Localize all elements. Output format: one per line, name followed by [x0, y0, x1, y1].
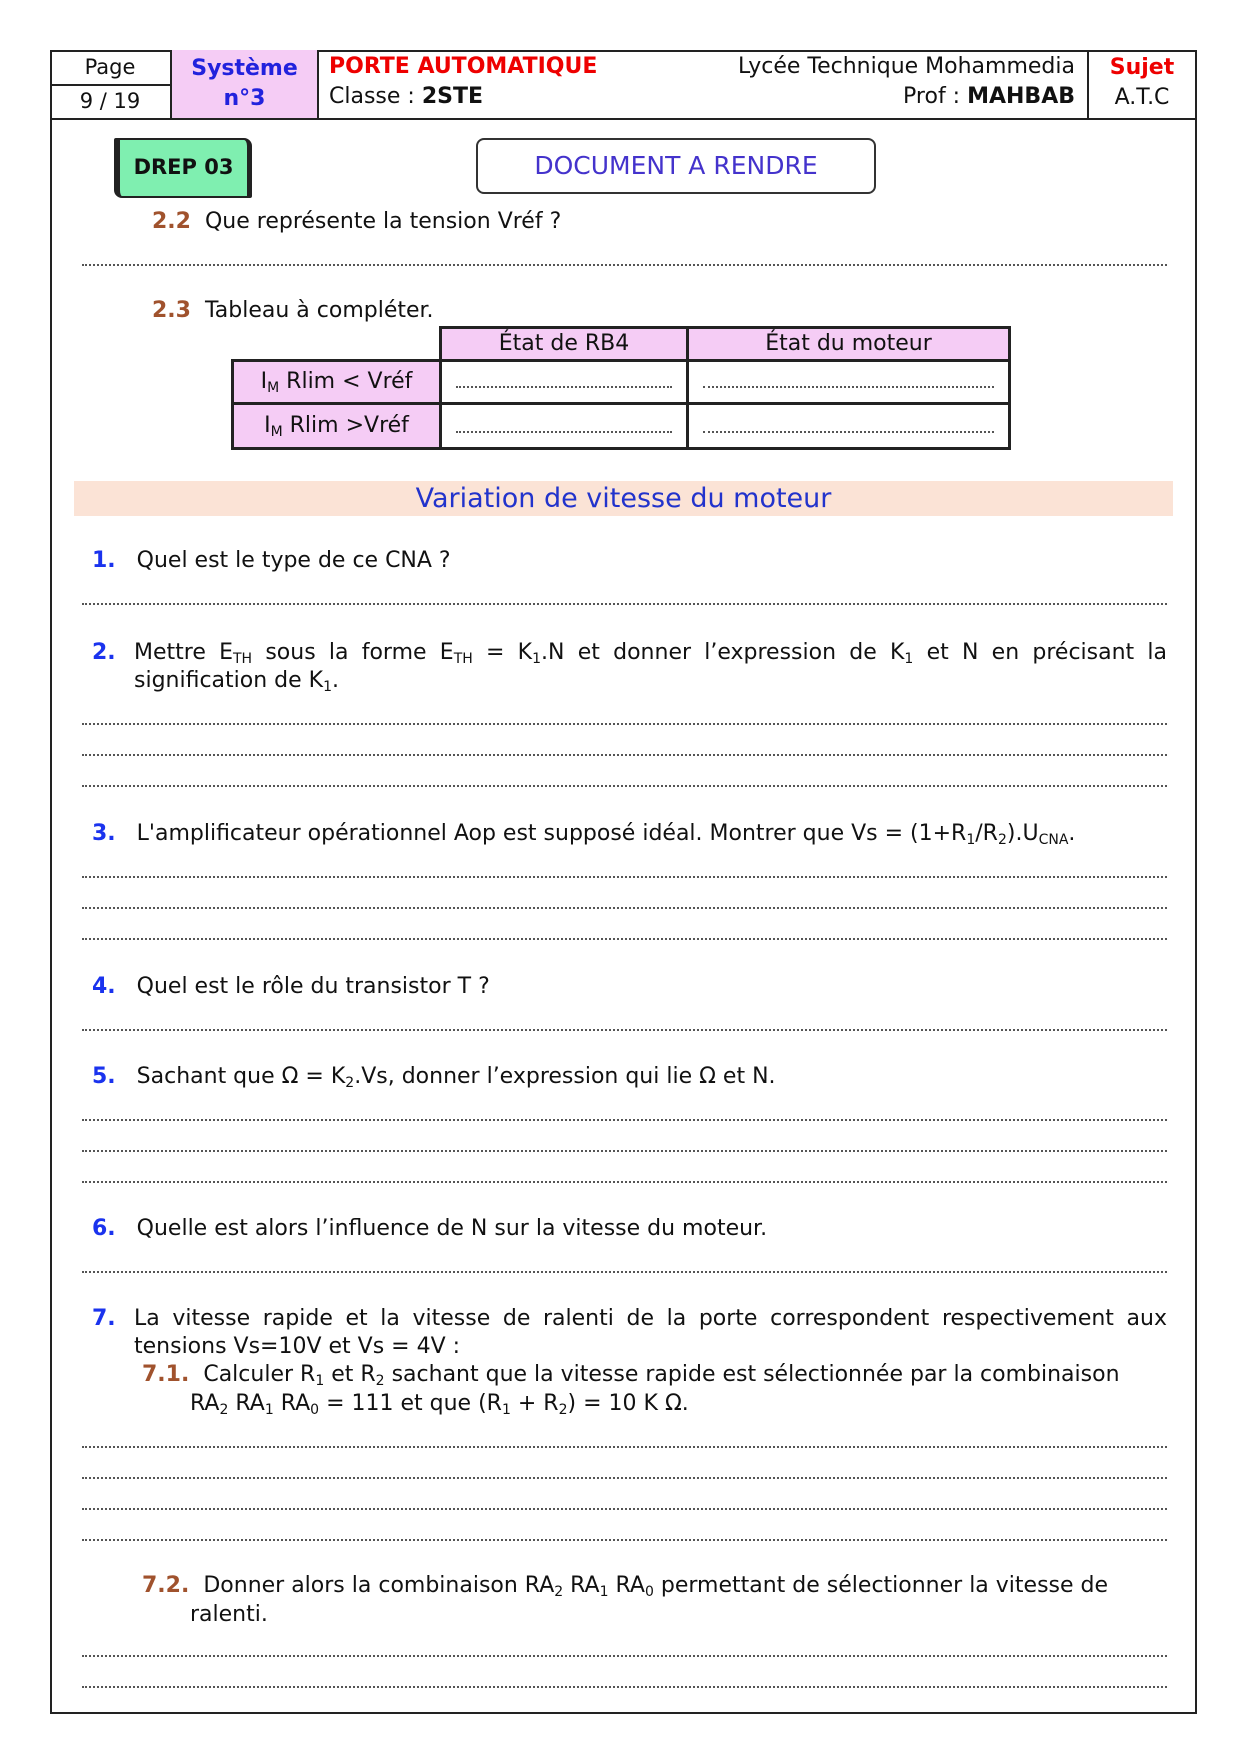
row-header-2	[231, 402, 442, 450]
question-number: 5.	[92, 1064, 116, 1089]
cell-moteur-1[interactable]	[686, 359, 1011, 405]
answer-line[interactable]	[82, 1645, 1167, 1657]
question-6	[92, 1216, 767, 1241]
question-4	[92, 974, 490, 999]
prof-label: Prof :	[903, 84, 968, 109]
question-7-1	[142, 1362, 1120, 1387]
header-table	[50, 50, 1197, 120]
drep-tag: DREP 03	[114, 138, 252, 198]
question-number: 7.	[92, 1306, 116, 1331]
question-text: Sachant que $\Omega = K_2.Vs$, donner l’expression qui lie Ω et N.	[136, 1064, 776, 1091]
question-7-2	[142, 1573, 1108, 1598]
question-number: 3.	[92, 821, 116, 846]
sujet-cell	[1089, 50, 1195, 118]
title-cell	[319, 50, 1089, 118]
school-name: Lycée Technique Mohammedia	[737, 54, 1075, 79]
question-text: Que représente la tension Vréf ?	[204, 209, 562, 234]
page-number: 9 / 19	[79, 89, 141, 113]
cell-rb4-2[interactable]	[439, 402, 689, 450]
system-number: n°3	[223, 86, 266, 111]
question-text: Tableau à compléter.	[204, 298, 434, 323]
question-5	[92, 1064, 776, 1089]
doc-subject-title: PORTE AUTOMATIQUE	[329, 54, 598, 79]
answer-line[interactable]	[82, 1261, 1167, 1273]
answer-line[interactable]	[82, 1676, 1167, 1688]
answer-line[interactable]	[82, 1109, 1167, 1121]
question-number: 1.	[92, 548, 116, 573]
answer-line[interactable]	[82, 1019, 1167, 1031]
row-label-rest: Rlim >Vréf	[282, 413, 409, 438]
system-cell	[172, 50, 319, 118]
question-number: 2.	[92, 640, 116, 665]
question-number: 7.1.	[142, 1362, 190, 1387]
question-7-2-line2: ralenti.	[190, 1602, 268, 1627]
question-text: Quelle est alors l’influence de N sur la vitesse du moteur.	[136, 1216, 768, 1241]
answer-line[interactable]	[82, 866, 1167, 878]
answer-line[interactable]	[82, 1436, 1167, 1448]
question-text: Quel est le type de ce CNA ?	[136, 548, 451, 573]
question-text: L'amplificateur opérationnel Aop est supposé idéal. Montrer que $Vs = (1+R_1/R_2).U_{CNA}$.	[136, 821, 1076, 848]
row-header-1	[231, 359, 442, 405]
sujet-value: A.T.C	[1114, 85, 1170, 110]
answer-line[interactable]	[82, 1171, 1167, 1183]
answer-line[interactable]	[82, 1467, 1167, 1479]
col-header-moteur: État du moteur	[686, 326, 1011, 362]
question-number: 2.2	[152, 209, 191, 234]
question-7-1-line2: $RA_2$ $RA_1$ $RA_0 = 111$ et que $(R_1 + R_2) = 10$ K Ω.	[190, 1391, 689, 1418]
class-label: Classe :	[329, 84, 422, 109]
class-value: 2STE	[421, 84, 483, 109]
document-title-box: DOCUMENT A RENDRE	[476, 138, 876, 194]
question-1	[92, 548, 451, 573]
page-label: Page	[50, 50, 170, 86]
answer-line[interactable]	[82, 1529, 1167, 1541]
row-label-rest: Rlim < Vréf	[279, 369, 413, 394]
answer-line[interactable]	[82, 254, 1167, 266]
question-7	[92, 1306, 1167, 1331]
question-number: 6.	[92, 1216, 116, 1241]
cell-moteur-2[interactable]	[686, 402, 1011, 450]
question-number: 2.3	[152, 298, 191, 323]
prof-info	[903, 84, 1075, 109]
question-text: Mettre $E_{TH}$ sous la forme $E_{TH} = K_1.N$ et donner l’expression de $K_1$ et N en précisant la	[134, 640, 1167, 667]
section-title: Variation de vitesse du moteur	[415, 483, 832, 514]
answer-line[interactable]	[82, 775, 1167, 787]
cell-rb4-1[interactable]	[439, 359, 689, 405]
answer-line[interactable]	[82, 1498, 1167, 1510]
system-label: Système	[191, 56, 298, 81]
question-text: La vitesse rapide et la vitesse de ralenti de la porte correspondent respectivement aux	[134, 1306, 1167, 1331]
question-2-3	[152, 298, 434, 323]
class-info	[329, 84, 483, 109]
question-7-line2: tensions Vs=10V et Vs = 4V :	[134, 1334, 461, 1359]
answer-line[interactable]	[82, 928, 1167, 940]
question-number: 7.2.	[142, 1573, 190, 1598]
question-3	[92, 821, 1075, 846]
section-band	[74, 481, 1173, 516]
sujet-label: Sujet	[1109, 55, 1175, 80]
page-cell	[50, 50, 172, 118]
answer-line[interactable]	[82, 1140, 1167, 1152]
question-2-2	[152, 209, 561, 234]
row-label-i: I	[260, 369, 268, 394]
question-text: Donner alors la combinaison $RA_2$ $RA_1$ $RA_0$ permettant de sélectionner la vitesse de	[203, 1573, 1109, 1600]
question-2-line2: signification de $K_1$.	[134, 668, 340, 695]
col-header-rb4: État de RB4	[439, 326, 689, 362]
question-text: Quel est le rôle du transistor T ?	[136, 974, 490, 999]
row-label-i: I	[264, 413, 271, 438]
answer-line[interactable]	[82, 744, 1167, 756]
question-2	[92, 640, 1167, 665]
answer-line[interactable]	[82, 593, 1167, 605]
question-text: Calculer $R_1$ et $R_2$ sachant que la vitesse rapide est sélectionnée par la combinaison	[203, 1362, 1120, 1389]
answer-line[interactable]	[82, 897, 1167, 909]
row-label-sub: M	[267, 380, 280, 396]
answer-line[interactable]	[82, 713, 1167, 725]
question-number: 4.	[92, 974, 116, 999]
prof-value: MAHBAB	[967, 84, 1075, 109]
row-label-sub: M	[270, 424, 283, 440]
